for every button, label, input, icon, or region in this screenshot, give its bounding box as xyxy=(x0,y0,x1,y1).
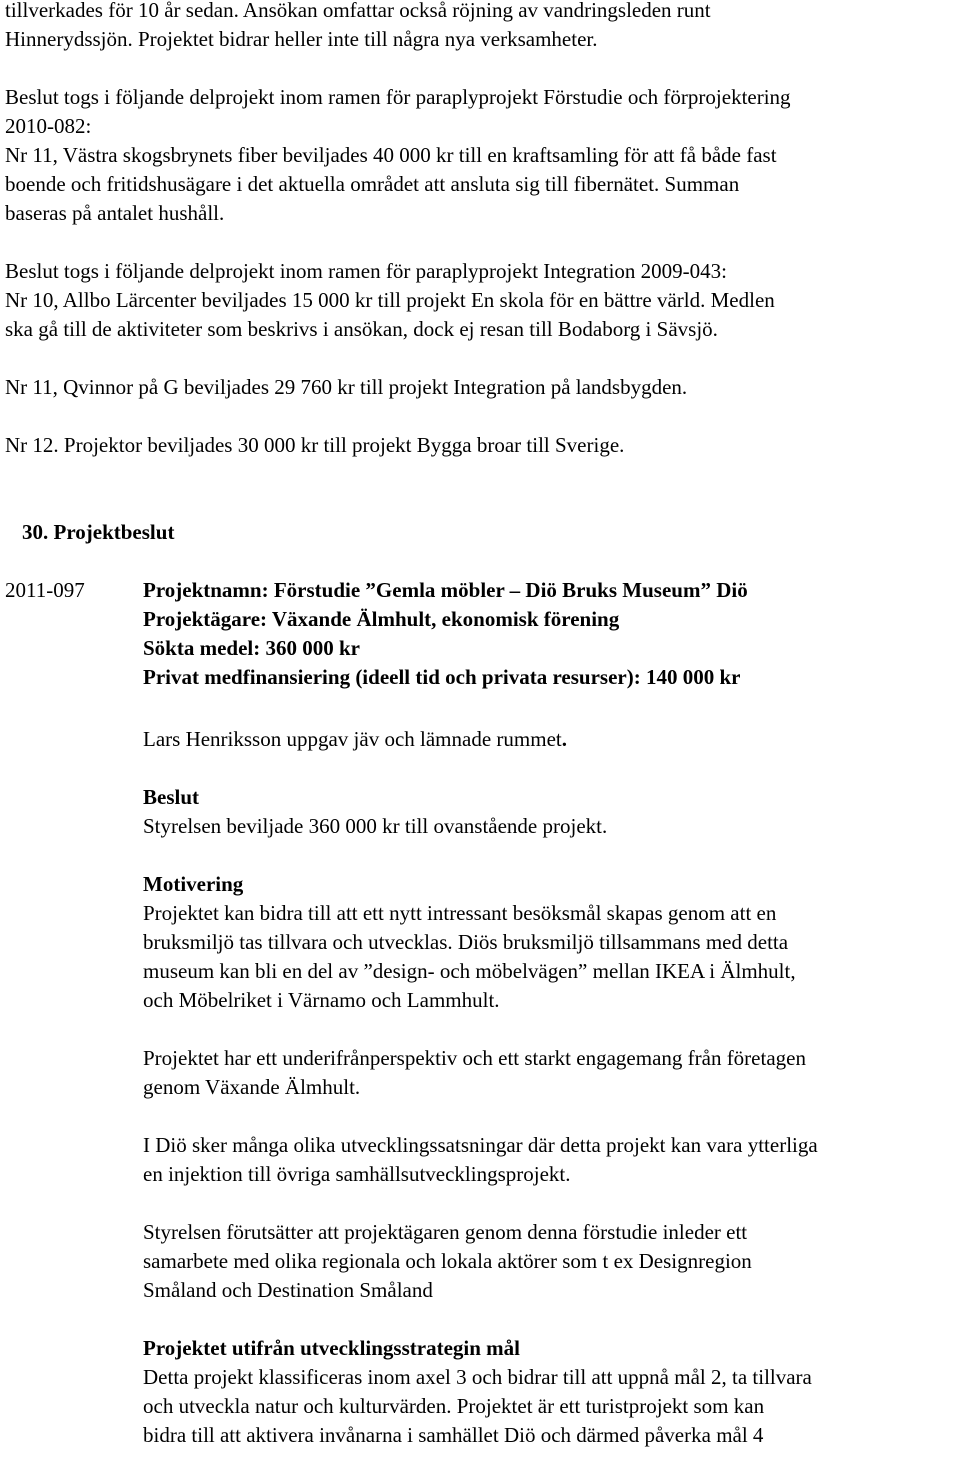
strategy-line-2: och utveckla natur och kulturvärden. Projektet är ett turistprojekt som kan xyxy=(143,1394,765,1418)
recusal-text: Lars Henriksson uppgav jäv och lämnade rummet xyxy=(143,727,562,751)
motivering-p4-line-2: samarbete med olika regionala och lokala aktörer som t ex Designregion xyxy=(143,1249,752,1273)
project-name: Projektnamn: Förstudie ”Gemla möbler – Diö Bruks Museum” Diö xyxy=(143,578,748,602)
motivering-p1-line-2: bruksmiljö tas tillvara och utvecklas. Diös bruksmiljö tillsammans med detta xyxy=(143,930,789,954)
decision1-line-2: 2010-082: xyxy=(5,114,92,138)
beslut-heading: Beslut xyxy=(143,785,200,809)
beslut-text: Styrelsen beviljade 360 000 kr till ovanstående projekt. xyxy=(143,814,608,838)
motivering-p1-line-4: och Möbelriket i Värnamo och Lammhult. xyxy=(143,988,500,1012)
section-heading: 30. Projektbeslut xyxy=(22,520,175,544)
motivering-p4-line-3: Småland och Destination Småland xyxy=(143,1278,433,1302)
recusal-period: . xyxy=(561,727,567,751)
project-owner: Projektägare: Växande Älmhult, ekonomisk förening xyxy=(143,607,620,631)
decision1-line-4: boende och fritidshusägare i det aktuella området att ansluta sig till fibernätet. Summan xyxy=(5,172,740,196)
motivering-p3-line-1: I Diö sker många olika utvecklingssatsningar där detta projekt kan vara ytterliga xyxy=(143,1133,818,1157)
decision1-line-3: Nr 11, Västra skogsbrynets fiber beviljades 40 000 kr till en kraftsamling för att få både fast xyxy=(5,143,777,167)
motivering-heading: Motivering xyxy=(143,872,244,896)
decision2-line-1: Beslut togs i följande delprojekt inom ramen för paraplyprojekt Integration 2009-043: xyxy=(5,259,727,283)
decision2-item-12: Nr 12. Projektor beviljades 30 000 kr till projekt Bygga broar till Sverige. xyxy=(5,433,625,457)
motivering-p2-line-2: genom Växande Älmhult. xyxy=(143,1075,361,1099)
motivering-p1-line-3: museum kan bli en del av ”design- och möbelvägen” mellan IKEA i Älmhult, xyxy=(143,959,796,983)
decision1-line-1: Beslut togs i följande delprojekt inom ramen för paraplyprojekt Förstudie och förprojektering xyxy=(5,85,791,109)
project-number: 2011-097 xyxy=(5,578,85,602)
decision2-item-11: Nr 11, Qvinnor på G beviljades 29 760 kr till projekt Integration på landsbygden. xyxy=(5,375,688,399)
recusal-note xyxy=(143,725,567,754)
project-private-funding: Privat medfinansiering (ideell tid och privata resurser): 140 000 kr xyxy=(143,665,741,689)
strategy-line-1: Detta projekt klassificeras inom axel 3 och bidrar till att uppnå mål 2, ta tillvara xyxy=(143,1365,812,1389)
intro-line-2: Hinnerydssjön. Projektet bidrar heller inte till några nya verksamheter. xyxy=(5,27,598,51)
strategy-line-3: bidra till att aktivera invånarna i samhället Diö och därmed påverka mål 4 xyxy=(143,1423,764,1447)
motivering-p2-line-1: Projektet har ett underifrånperspektiv och ett starkt engagemang från företagen xyxy=(143,1046,806,1070)
motivering-p3-line-2: en injektion till övriga samhällsutvecklingsprojekt. xyxy=(143,1162,571,1186)
decision2-line-3: ska gå till de aktiviteter som beskrivs i ansökan, dock ej resan till Bodaborg i Sävsjö. xyxy=(5,317,718,341)
project-funds: Sökta medel: 360 000 kr xyxy=(143,636,360,660)
intro-line-1: tillverkades för 10 år sedan. Ansökan omfattar också röjning av vandringsleden runt xyxy=(5,0,711,22)
motivering-p4-line-1: Styrelsen förutsätter att projektägaren genom denna förstudie inleder ett xyxy=(143,1220,748,1244)
strategy-heading: Projektet utifrån utvecklingsstrategin mål xyxy=(143,1336,520,1360)
decision2-line-2: Nr 10, Allbo Lärcenter beviljades 15 000 kr till projekt En skola för en bättre värld. Medlen xyxy=(5,288,775,312)
motivering-p1-line-1: Projektet kan bidra till att ett nytt intressant besöksmål skapas genom att en xyxy=(143,901,777,925)
decision1-line-5: baseras på antalet hushåll. xyxy=(5,201,225,225)
